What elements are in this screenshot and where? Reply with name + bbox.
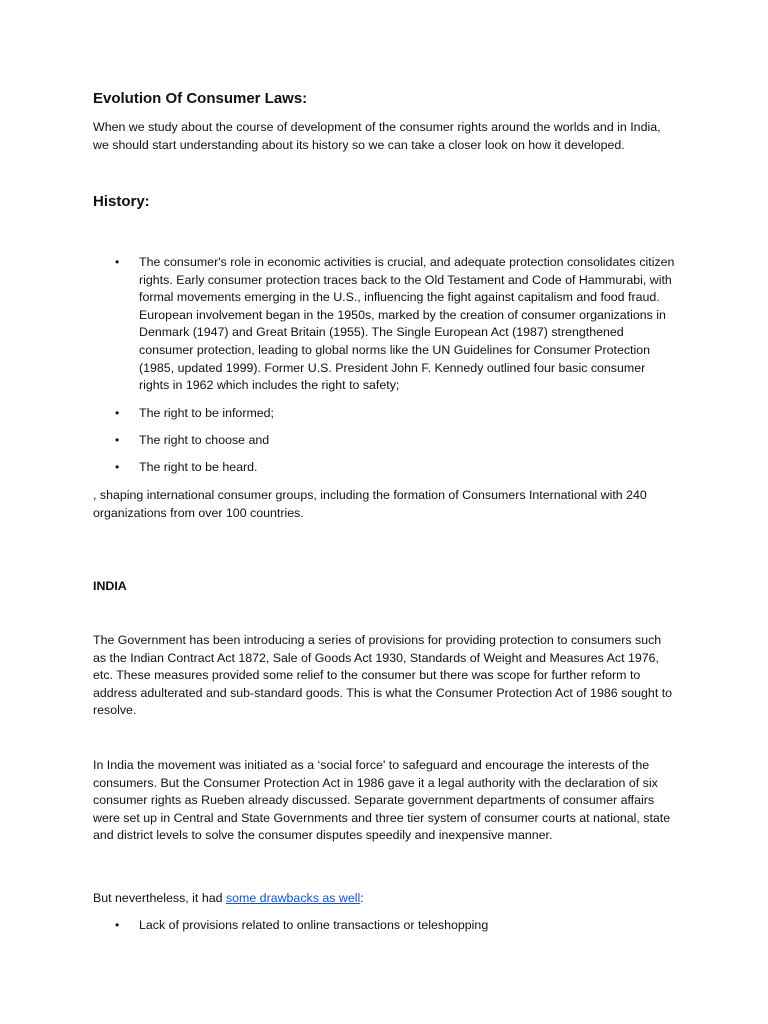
india-paragraph-1: The Government has been introducing a series of provisions for providing protection to consumers such as the Indian Contract Act 1872, Sale of Goods Act 1930, Standards of Weight and Measures Act 1976, etc. These measures provided some relief to the consumer but there was scope for further reform to address adulterated and sub-standard goods. This is what the Consumer Protection Act of 1986 sought to resolve. bbox=[93, 633, 673, 718]
list-item bbox=[93, 917, 675, 935]
list-item bbox=[93, 432, 675, 450]
intro-paragraph: When we study about the course of development of the consumer rights around the worlds and in India, we should start understanding about its history so we can take a closer look on how it developed. bbox=[93, 120, 661, 152]
drawbacks-bullet-list bbox=[93, 917, 675, 935]
history-heading: History: bbox=[93, 193, 150, 210]
india-heading: INDIA bbox=[93, 579, 127, 593]
bullet-icon: • bbox=[115, 255, 120, 269]
document-title: Evolution Of Consumer Laws: bbox=[93, 90, 308, 107]
list-item bbox=[93, 459, 675, 477]
history-after-paragraph: , shaping international consumer groups, including the formation of Consumers International with 240 organizations from over 100 countries. bbox=[93, 488, 647, 520]
list-item-text: Lack of provisions related to online transactions or teleshopping bbox=[139, 918, 489, 932]
list-item-text: The right to be informed; bbox=[139, 405, 274, 420]
india-paragraph-2: In India the movement was initiated as a ‘social force' to safeguard and encourage the interests of the consumers. But the Consumer Protection Act in 1986 gave it a legal authority with the declaration of six consumer rights as Rueben already discussed. Separate government departments of consumer affairs were set up in Central and State Governments and three tier system of consumer courts at national, state and district levels to solve the consumer disputes speedily and inexpensive manner. bbox=[93, 758, 671, 843]
drawbacks-prefix: But nevertheless, it had bbox=[93, 891, 226, 905]
list-item-text: The right to choose and bbox=[139, 432, 270, 447]
bullet-icon: • bbox=[115, 405, 120, 420]
list-item bbox=[93, 405, 675, 423]
bullet-icon: • bbox=[115, 432, 120, 447]
list-item-text: The right to be heard. bbox=[139, 459, 258, 474]
list-item bbox=[93, 254, 675, 395]
bullet-icon: • bbox=[115, 459, 120, 474]
drawbacks-suffix: : bbox=[360, 891, 364, 905]
bullet-icon: • bbox=[115, 918, 120, 932]
list-item-text: The consumer's role in economic activities is crucial, and adequate protection consolidates citizen rights. Early consumer protection traces back to the Old Testament and Code of Hammurabi, with formal movements emerging in the U.S., influencing the fight against capitalism and food fraud. European involvement began in the 1950s, marked by the creation of consumer organizations in Denmark (1947) and Great Britain (1955). The Single European Act (1987) strengthened consumer protection, leading to global norms like the UN Guidelines for Consumer Protection (1985, updated 1999). Former U.S. President John F. Kennedy outlined four basic consumer rights in 1962 which includes the right to safety; bbox=[139, 255, 675, 393]
history-bullet-list bbox=[93, 254, 675, 477]
drawbacks-paragraph bbox=[93, 890, 675, 908]
drawbacks-link[interactable]: some drawbacks as well bbox=[225, 891, 361, 905]
